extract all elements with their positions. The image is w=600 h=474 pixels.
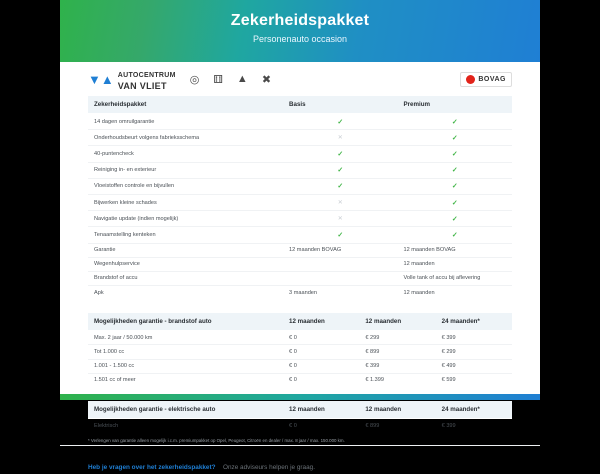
table-row <box>88 211 512 227</box>
document-header <box>60 0 540 62</box>
row-feature: Wegenhulpservice <box>88 257 283 271</box>
check-icon: ✓ <box>337 183 344 191</box>
check-icon: ✓ <box>451 199 458 207</box>
row-feature: 40-puntencheck <box>88 146 283 162</box>
garantie-elektrisch-table <box>88 401 512 432</box>
row-price-1: € 0 <box>289 377 297 384</box>
row-price-2: € 399 <box>359 359 435 373</box>
row-basis <box>283 227 397 243</box>
header-ev-col2: 12 maanden <box>359 401 435 419</box>
row-label: Tot 1.000 cc <box>88 345 283 359</box>
garantie-brandstof-table-body <box>88 331 512 387</box>
cell-text: 12 maanden BOVAG <box>289 247 342 254</box>
table-row <box>88 359 512 373</box>
footnote: * Verlengen van garantie alleen mogelijk i.c.m. premiumpakket op Opel, Peugeot, Citroën en dealer / max. 8 jaar / max. 150.000 km. <box>88 438 345 444</box>
check-icon: ✓ <box>337 231 344 239</box>
header-fuel-col1: 12 maanden <box>283 313 359 331</box>
check-icon: ✓ <box>337 150 344 158</box>
cross-icon: ✕ <box>337 135 343 142</box>
table-row <box>88 227 512 243</box>
row-feature: Onderhoudsbeurt volgens fabrieksschema <box>88 130 283 146</box>
row-premium <box>398 114 513 130</box>
table-row <box>88 345 512 359</box>
table-row <box>88 419 512 433</box>
garantie-brandstof-table <box>88 313 512 387</box>
cell-text: 12 maanden <box>403 289 435 296</box>
header-fuel-col3: 24 maanden* <box>436 313 512 331</box>
row-price-3: € 499 <box>436 359 512 373</box>
row-price-2: € 1.399 <box>365 377 385 384</box>
row-price-3: € 299 <box>436 345 512 359</box>
row-premium <box>398 130 513 146</box>
row-feature: Brandstof of accu <box>88 271 283 285</box>
row-feature: Bijwerken kleine schades <box>88 194 283 210</box>
zekerheidspakket-table-body <box>88 114 512 300</box>
row-feature: Garantie <box>88 243 283 257</box>
row-feature: Navigatie update (indien mogelijk) <box>88 211 283 227</box>
row-price-2: € 899 <box>359 345 435 359</box>
cross-icon: ✕ <box>337 200 343 207</box>
check-icon: ✓ <box>451 215 458 223</box>
table-row <box>88 114 512 130</box>
row-price-2: € 299 <box>359 331 435 345</box>
table-row <box>88 243 512 257</box>
row-basis <box>283 178 397 194</box>
row-feature: Tenaamstelling kenteken <box>88 227 283 243</box>
garantie-elektrisch-table-body <box>88 419 512 433</box>
footer-answer: Onze adviseurs helpen je graag. <box>222 463 315 471</box>
row-premium <box>398 146 513 162</box>
table-row <box>88 162 512 178</box>
header-garantie-brandstof: Mogelijkheden garantie - brandstof auto <box>88 313 283 331</box>
row-label: Elektrisch <box>94 422 119 429</box>
header-basis: Basis <box>283 96 397 114</box>
check-icon: ✓ <box>451 134 458 142</box>
table-row <box>88 373 512 387</box>
bovag-label: BOVAG <box>478 75 506 83</box>
row-label: Max. 2 jaar / 50.000 km <box>88 331 283 345</box>
header-ev-col3: 24 maanden* <box>436 401 512 419</box>
table-spacer <box>88 299 512 313</box>
header-ev-col1: 12 maanden <box>283 401 359 419</box>
footer-question: Heb je vragen over het zekerheidspakket? <box>88 463 216 471</box>
row-feature: 14 dagen omruilgarantie <box>88 114 283 130</box>
table-row <box>88 286 512 300</box>
row-basis <box>283 243 397 257</box>
row-premium <box>398 271 513 285</box>
row-label: 1.501 cc of meer <box>94 377 136 384</box>
logo-line2: VAN VLIET <box>117 80 167 91</box>
row-premium <box>398 162 513 178</box>
row-price-1: € 0 <box>283 331 359 345</box>
tables-container <box>60 96 540 432</box>
cell-text: 12 maanden BOVAG <box>403 247 456 254</box>
row-feature: Reiniging in- en exterieur <box>88 162 283 178</box>
table-row <box>88 130 512 146</box>
bovag-badge <box>460 72 512 87</box>
check-icon: ✓ <box>451 150 458 158</box>
cell-text: 3 maanden <box>289 289 318 296</box>
table-row <box>88 178 512 194</box>
row-premium <box>398 286 513 300</box>
header-premium: Premium <box>398 96 513 114</box>
row-basis <box>283 130 397 146</box>
skoda-marque-icon: ✖ <box>261 73 272 86</box>
row-feature: Vloeistoffen controle en bijvullen <box>88 178 283 194</box>
volkswagen-marque-icon: ◎ <box>189 73 200 86</box>
check-icon: ✓ <box>337 167 344 175</box>
row-basis <box>283 271 397 285</box>
header-zekerheidspakket: Zekerheidspakket <box>88 96 283 114</box>
table-header-row <box>88 96 512 114</box>
row-price-3: € 599 <box>441 377 456 384</box>
document-page <box>60 0 540 471</box>
row-basis <box>283 194 397 210</box>
logo-line1: AUTOCENTRUM <box>117 71 176 79</box>
row-premium <box>398 257 513 271</box>
bovag-icon <box>466 75 475 84</box>
header-fuel-col2: 12 maanden <box>359 313 435 331</box>
table-row <box>88 194 512 210</box>
cell-text: 12 maanden <box>403 261 435 268</box>
page-title: Zekerheidspakket <box>230 12 370 29</box>
row-basis <box>283 146 397 162</box>
table-row <box>88 257 512 271</box>
row-price-3: € 399 <box>441 422 456 429</box>
row-price-2: € 899 <box>365 422 380 429</box>
cross-icon: ✕ <box>337 216 343 223</box>
table-row <box>88 146 512 162</box>
audi-marque-icon: ⚅ <box>213 73 223 86</box>
check-icon: ✓ <box>451 183 458 191</box>
row-premium <box>398 194 513 210</box>
row-basis <box>283 211 397 227</box>
check-icon: ✓ <box>451 231 458 239</box>
bottom-accent-bar <box>60 394 540 400</box>
row-price-1: € 0 <box>283 345 359 359</box>
row-basis <box>283 257 397 271</box>
row-basis <box>283 286 397 300</box>
zekerheidspakket-table <box>88 96 512 299</box>
check-icon: ✓ <box>451 118 458 126</box>
row-label: 1.001 - 1.500 cc <box>88 359 283 373</box>
row-feature: Apk <box>94 289 104 296</box>
page-subtitle: Personenauto occasion <box>252 34 348 44</box>
row-price-1: € 0 <box>289 422 297 429</box>
row-premium <box>398 211 513 227</box>
row-premium <box>398 178 513 194</box>
chevron-logo-icon: ▼▲ <box>88 71 114 87</box>
row-price-1: € 0 <box>283 359 359 373</box>
table-header-row <box>88 313 512 331</box>
row-premium <box>398 227 513 243</box>
row-basis <box>283 162 397 178</box>
table-header-row <box>88 401 512 419</box>
header-garantie-elektrisch: Mogelijkheden garantie - elektrische auto <box>88 401 283 419</box>
row-price-3: € 399 <box>436 331 512 345</box>
check-icon: ✓ <box>337 118 344 126</box>
table-row <box>88 331 512 345</box>
seat-marque-icon: ▲ <box>236 73 248 85</box>
cell-text: Volle tank of accu bij aflevering <box>403 275 481 282</box>
autocentrum-van-vliet-logo <box>88 68 176 91</box>
footer <box>60 445 540 474</box>
brand-bar <box>60 62 540 96</box>
check-icon: ✓ <box>451 167 458 175</box>
row-premium <box>398 243 513 257</box>
row-basis <box>283 114 397 130</box>
table-row <box>88 271 512 285</box>
